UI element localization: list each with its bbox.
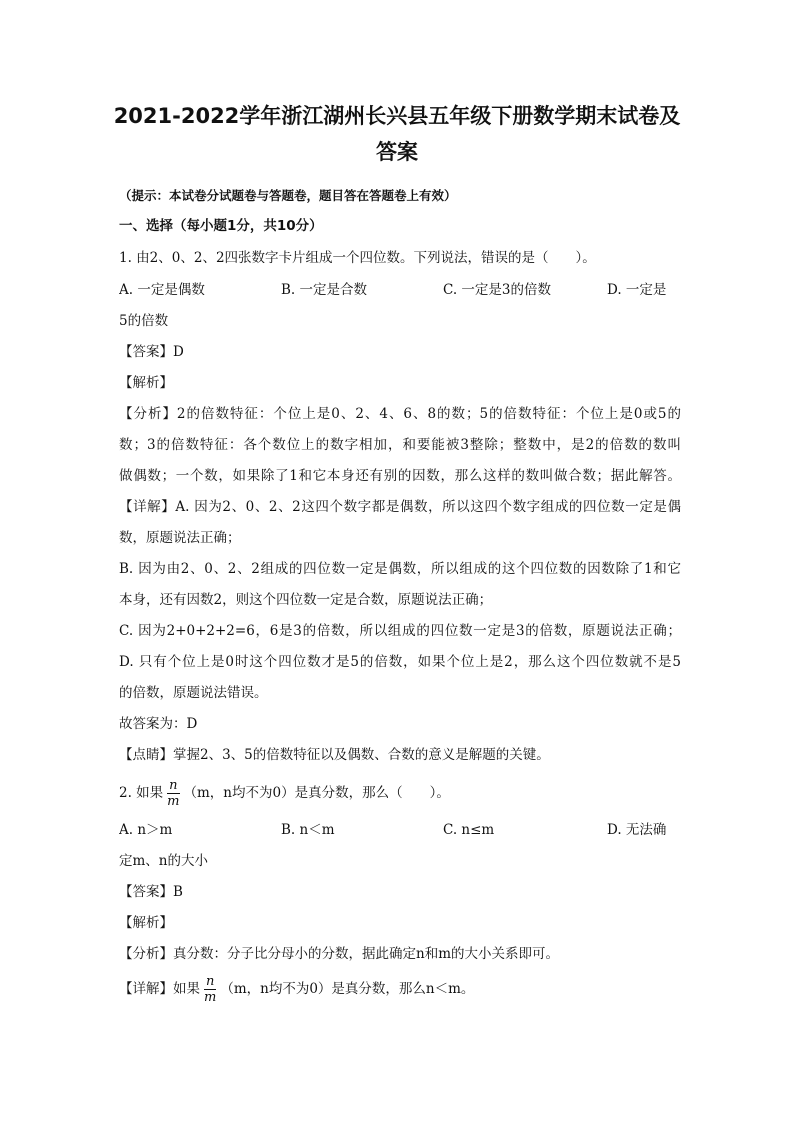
q2-stem-suffix: （m，n均不为0）是真分数，那么（ ）。 <box>183 785 450 801</box>
q2-detail <box>119 972 681 1008</box>
q1-answer: 【答案】D <box>119 344 184 360</box>
fraction-n-over-m <box>204 975 216 1005</box>
fraction-denominator: m <box>204 989 217 1005</box>
q1-detail-line: D. 只有个位上是0时这个四位数才是5的倍数，如果个位上是2，那么这个四位数就不是5 <box>119 654 681 670</box>
q1-option-c: C. 一定是3的倍数 <box>443 282 552 298</box>
fraction-denominator: m <box>167 793 180 809</box>
title-line-2: 答案 <box>376 140 418 164</box>
q1-analysis-line: 做偶数；一个数，如果除了1和它本身还有别的因数，那么这样的数叫做合数；据此解答。 <box>119 468 681 484</box>
q1-option-b: B. 一定是合数 <box>281 282 368 298</box>
title-line-1: 2021-2022学年浙江湖州长兴县五年级下册数学期末试卷及 <box>113 104 681 128</box>
q1-option-d: D. 一定是 <box>607 282 667 298</box>
q2-options <box>119 820 681 840</box>
q1-detail-line: 数，原题说法正确； <box>119 530 241 546</box>
fraction-numerator: n <box>205 973 215 989</box>
section-heading: 一、选择（每小题1分，共10分） <box>119 218 323 234</box>
q2-stem <box>119 776 681 812</box>
q1-analysis-line: 【分析】2的倍数特征：个位上是0、2、4、6、8的数；5的倍数特征：个位上是0或5的 <box>119 406 681 422</box>
q2-analysis: 【分析】真分数：分子比分母小的分数，据此确定n和m的大小关系即可。 <box>119 946 559 962</box>
fraction-n-over-m <box>167 779 179 809</box>
q2-option-a: A. n＞m <box>119 822 173 838</box>
q2-option-d: D. 无法确 <box>607 822 667 838</box>
q1-detail-line: B. 因为由2、0、2、2组成的四位数一定是偶数，所以组成的这个四位数的因数除了1和它 <box>119 561 681 577</box>
q1-option-wrap: 5的倍数 <box>119 313 169 329</box>
q2-detail-prefix: 【详解】如果 <box>119 981 200 997</box>
q1-analysis-label: 【解析】 <box>119 375 173 391</box>
q2-answer: 【答案】B <box>119 884 183 900</box>
q1-option-a: A. 一定是偶数 <box>119 282 205 298</box>
q1-detail-line: 【详解】A. 因为2、0、2、2这四个数字都是偶数，所以这四个数字组成的四位数一定是偶 <box>119 499 681 515</box>
document-title <box>100 98 694 170</box>
q2-stem-prefix: 2. 如果 <box>119 785 164 801</box>
q1-analysis-line: 数；3的倍数特征：各个数位上的数字相加，和要能被3整除；整数中，是2的倍数的数叫 <box>119 437 681 453</box>
q2-option-c: C. n≤m <box>443 822 495 838</box>
q1-detail-line: 本身，还有因数2，则这个四位数一定是合数，原题说法正确； <box>119 592 493 608</box>
q2-option-b: B. n＜m <box>281 822 335 838</box>
q1-detail-line: 的倍数，原题说法错误。 <box>119 685 268 701</box>
q2-detail-suffix: （m，n均不为0）是真分数，那么n＜m。 <box>220 981 475 997</box>
fraction-numerator: n <box>169 777 178 793</box>
q1-comment: 【点睛】掌握2、3、5的倍数特征以及偶数、合数的意义是解题的关键。 <box>119 747 550 763</box>
q1-options <box>119 280 681 300</box>
q2-option-wrap: 定m、n的大小 <box>119 853 208 869</box>
q1-conclusion: 故答案为：D <box>119 716 198 732</box>
q2-analysis-label: 【解析】 <box>119 915 173 931</box>
q1-detail-line: C. 因为2+0+2+2=6，6是3的倍数，所以组成的四位数一定是3的倍数，原题说法正确； <box>119 623 681 639</box>
hint-text: （提示：本试卷分试题卷与答题卷，题目答在答题卷上有效） <box>119 188 457 203</box>
q1-stem: 1. 由2、0、2、2四张数字卡片组成一个四位数。下列说法，错误的是（ ）。 <box>119 250 596 266</box>
